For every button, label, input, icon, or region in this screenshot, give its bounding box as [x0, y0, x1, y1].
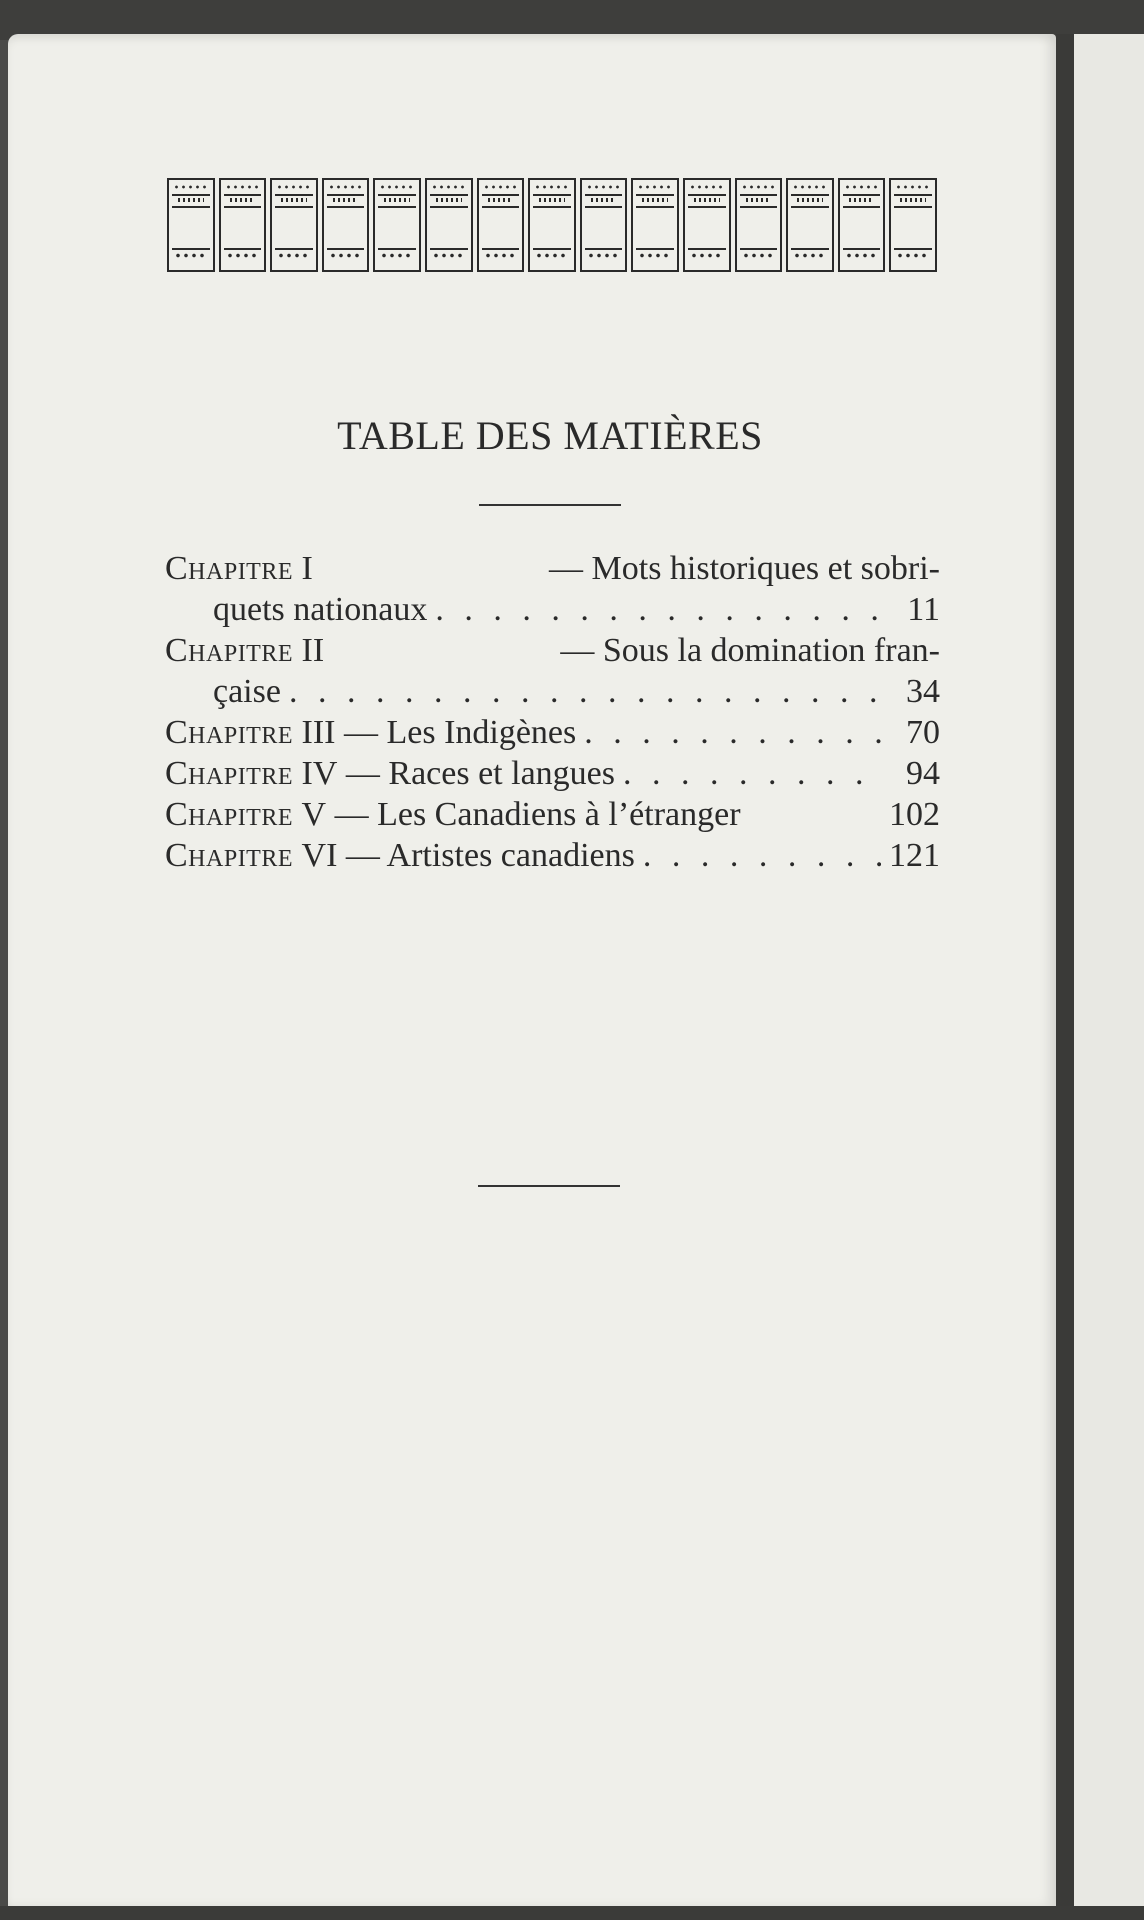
- ornament-panel: [425, 178, 473, 272]
- page-number: 34: [906, 673, 940, 710]
- toc-entry-2: [165, 630, 940, 671]
- chapter-title: — Les Indigènes: [343, 714, 577, 751]
- ornament-panel: [528, 178, 576, 272]
- chapter-label: Chapitre: [165, 796, 294, 833]
- chapter-number: VI: [301, 837, 338, 874]
- chapter-title-line2: quets nationaux: [213, 591, 428, 628]
- scan-bottom-edge: [0, 1906, 1144, 1920]
- chapter-number: V: [301, 796, 327, 833]
- chapter-title: — Les Canadiens à l’étranger: [334, 796, 741, 833]
- adjacent-page-edge: [1074, 34, 1144, 1906]
- book-gutter: [1056, 34, 1074, 1906]
- toc-entry-1-continued: [165, 589, 940, 630]
- chapter-title-line2: çaise: [213, 673, 281, 710]
- dot-leader: [435, 589, 882, 630]
- chapter-title-line1: — Sous la domination fran-: [560, 632, 940, 669]
- closing-divider: [478, 1185, 620, 1187]
- page-number: 94: [906, 755, 940, 792]
- dot-leader: [643, 835, 881, 876]
- chapter-number: I: [301, 550, 313, 587]
- ornament-panel: [167, 178, 215, 272]
- ornament-panel: [477, 178, 525, 272]
- toc-entry-6: [165, 835, 940, 876]
- ornament-panel: [735, 178, 783, 272]
- chapter-label: Chapitre: [165, 550, 294, 587]
- ornament-panel: [838, 178, 886, 272]
- page-title: TABLE DES MATIÈRES: [337, 413, 763, 458]
- page-number: 102: [889, 796, 940, 833]
- toc-entry-5: [165, 794, 940, 835]
- chapter-label: Chapitre: [165, 837, 294, 874]
- chapter-label: Chapitre: [165, 632, 294, 669]
- dot-leader: [289, 671, 882, 712]
- chapter-title: — Races et langues: [345, 755, 615, 792]
- chapter-number: III: [301, 714, 336, 751]
- ornament-panel: [889, 178, 937, 272]
- ornament-panel: [270, 178, 318, 272]
- page-number: 70: [906, 714, 940, 751]
- ornament-panel: [322, 178, 370, 272]
- page-number: 121: [889, 837, 940, 874]
- toc-entry-4: [165, 753, 940, 794]
- decorative-header-ornament: [167, 178, 937, 276]
- chapter-label: Chapitre: [165, 714, 294, 751]
- ornament-panel: [373, 178, 421, 272]
- toc-entry-1: [165, 548, 940, 589]
- toc-entry-3: [165, 712, 940, 753]
- ornament-panel: [580, 178, 628, 272]
- chapter-label: Chapitre: [165, 755, 294, 792]
- title-divider: [479, 504, 621, 506]
- chapter-title-line1: — Mots historiques et sobri-: [549, 550, 940, 587]
- ornament-panel: [631, 178, 679, 272]
- page-number: 11: [907, 591, 940, 628]
- toc-entry-2-continued: [165, 671, 940, 712]
- ornament-panel: [786, 178, 834, 272]
- dot-leader: [623, 753, 882, 794]
- table-of-contents: [165, 548, 940, 876]
- chapter-number: II: [301, 632, 325, 669]
- book-page: [8, 34, 1056, 1906]
- chapter-title: — Artistes canadiens: [345, 837, 635, 874]
- ornament-panel: [219, 178, 267, 272]
- ornament-panel: [683, 178, 731, 272]
- chapter-number: IV: [301, 755, 338, 792]
- dot-leader: [584, 712, 882, 753]
